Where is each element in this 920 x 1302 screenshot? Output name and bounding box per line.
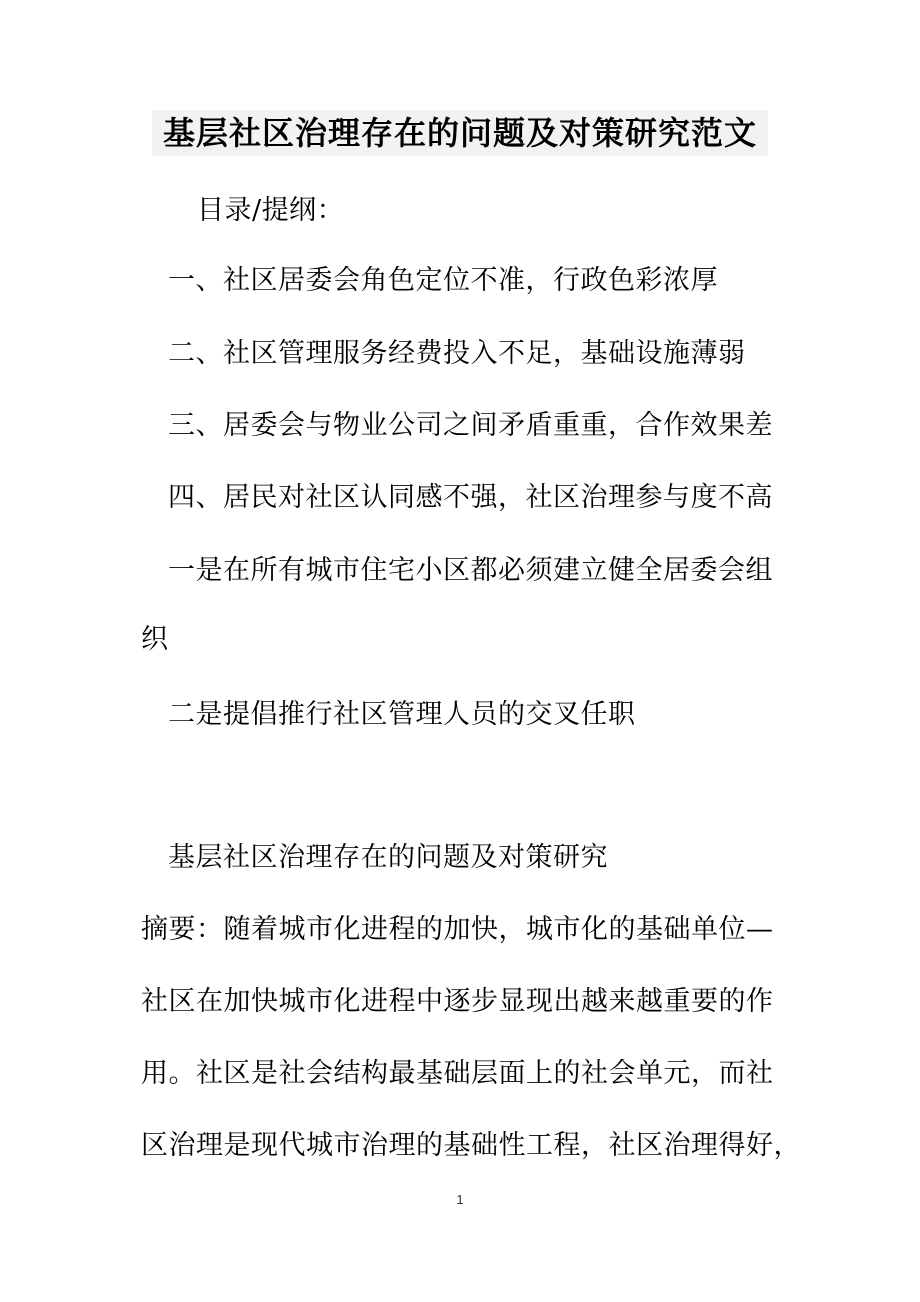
section-subtitle: 基层社区治理存在的问题及对策研究 [168,842,608,873]
point-two: 二是提倡推行社区管理人员的交叉任职 [168,699,636,730]
abstract-line-2: 社区在加快城市化进程中逐步显现出越来越重要的作 [141,986,774,1017]
point-one-line-1: 一是在所有城市住宅小区都必须建立健全居委会组 [168,555,773,586]
outline-item-4: 四、居民对社区认同感不强，社区治理参与度不高 [168,482,773,513]
outline-label: 目录/提纲： [197,195,345,226]
point-one-line-2: 织 [141,624,169,655]
document-title: 基层社区治理存在的问题及对策研究范文 [162,114,757,152]
abstract-line-1: 摘要：随着城市化进程的加快，城市化的基础单位— [141,914,774,945]
page-number: 1 [456,1192,464,1207]
outline-item-2: 二、社区管理服务经费投入不足，基础设施薄弱 [168,338,746,369]
outline-item-3: 三、居委会与物业公司之间矛盾重重，合作效果差 [168,410,773,441]
abstract-line-3: 用。社区是社会结构最基础层面上的社会单元，而社 [141,1058,774,1089]
abstract-line-4: 区治理是现代城市治理的基础性工程，社区治理得好， [141,1130,801,1161]
outline-item-1: 一、社区居委会角色定位不准，行政色彩浓厚 [168,265,718,296]
